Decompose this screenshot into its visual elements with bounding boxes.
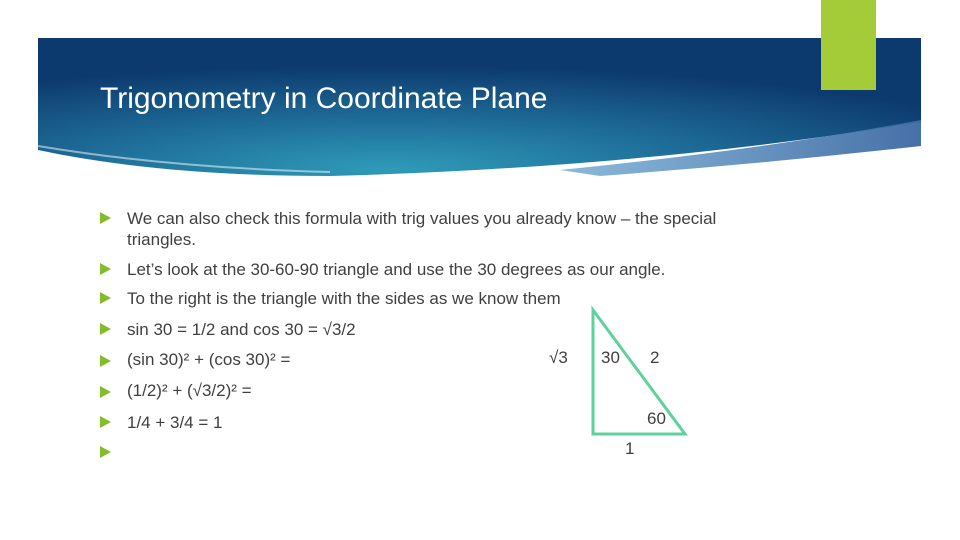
bullet-text: We can also check this formula with trig values you already know – the special triangles. <box>127 209 717 249</box>
bullet-arrow-icon <box>100 416 111 428</box>
bullet-text: (sin 30)² + (cos 30)² = <box>127 350 291 369</box>
triangle-diagram <box>540 300 700 445</box>
right-triangle <box>593 310 685 434</box>
bullet-arrow-icon <box>100 446 111 458</box>
triangle-angle-30-label: 30 <box>601 348 620 367</box>
slide-title: Trigonometry in Coordinate Plane <box>100 82 548 115</box>
triangle-short-leg-label: 1 <box>625 439 635 458</box>
bullet-text: To the right is the triangle with the sides as we know them <box>127 289 561 308</box>
triangle-long-leg-label: √3 <box>549 348 568 367</box>
bullet-text: Let’s look at the 30-60-90 triangle and use the 30 degrees as our angle. <box>127 260 666 279</box>
triangle-hypotenuse-label: 2 <box>650 348 660 367</box>
bullet-text: (1/2)² + (√3/2)² = <box>127 381 252 400</box>
bullet-arrow-icon <box>100 386 111 398</box>
bullet-arrow-icon <box>100 292 111 304</box>
bullet-text: sin 30 = 1/2 and cos 30 = √3/2 <box>127 320 356 339</box>
triangle-angle-60-label: 60 <box>647 409 666 428</box>
bullet-arrow-icon <box>100 355 111 367</box>
bullet-arrow-icon <box>100 323 111 335</box>
bullet-text: 1/4 + 3/4 = 1 <box>127 413 223 432</box>
accent-bar <box>821 0 876 90</box>
bullet-arrow-icon <box>100 212 111 224</box>
bullet-arrow-icon <box>100 263 111 275</box>
